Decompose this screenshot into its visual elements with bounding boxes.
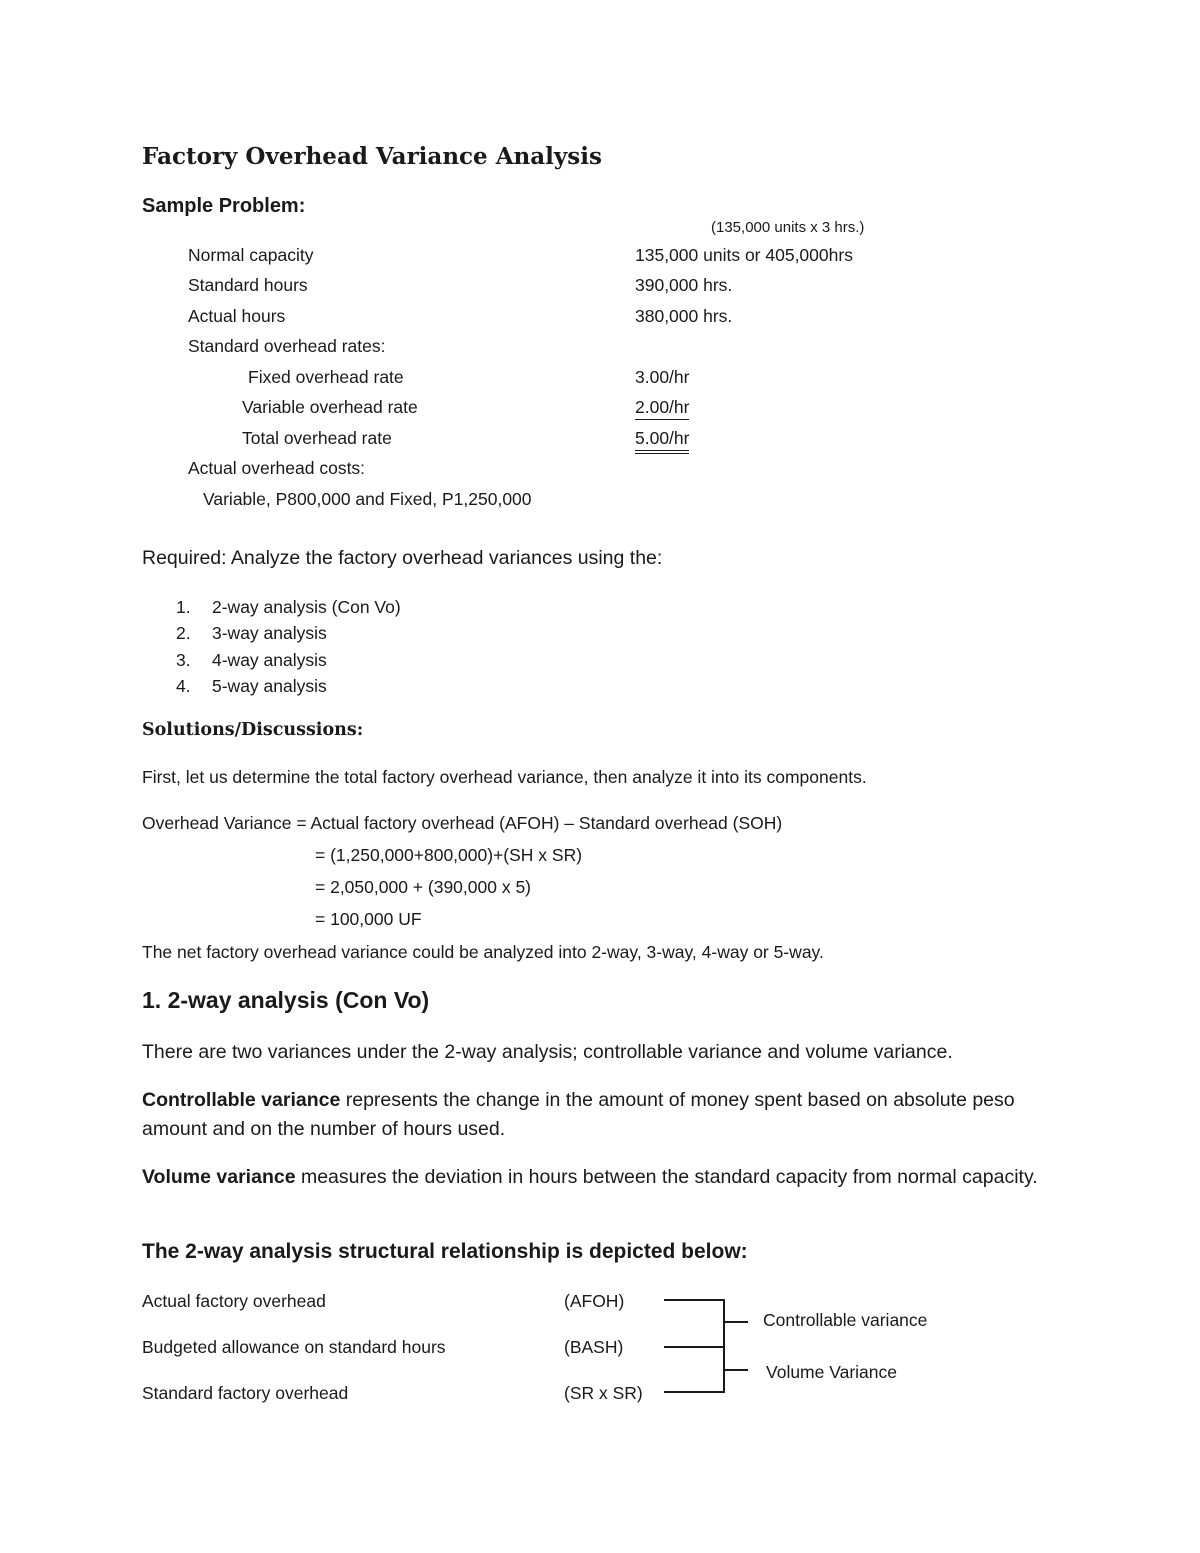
bracket-connector-volume: [725, 1369, 748, 1371]
required-text: Required: Analyze the factory overhead variances using the:: [142, 547, 663, 569]
list-item: [176, 650, 576, 672]
controllable-variance-term: Controllable variance: [142, 1089, 341, 1111]
row-label-total-overhead-rate: Total overhead rate: [242, 428, 392, 448]
sample-problem-heading: Sample Problem:: [142, 195, 306, 217]
structure-label-afoh: Actual factory overhead: [142, 1291, 326, 1311]
row-label-actual-overhead-costs: Actual overhead costs:: [188, 458, 366, 478]
row-label-fixed-overhead-rate: Fixed overhead rate: [248, 367, 404, 387]
row-label-variable-overhead-rate: Variable overhead rate: [242, 397, 418, 417]
equation-line-2: = (1,250,000+800,000)+(SH x SR): [315, 845, 583, 865]
structure-volume-variance-label: Volume Variance: [766, 1362, 898, 1382]
row-label-normal-capacity: Normal capacity: [188, 245, 314, 265]
list-number: 1.: [176, 597, 191, 617]
equation-line-4: = 100,000 UF: [315, 909, 422, 929]
volume-variance-paragraph: [142, 1163, 1072, 1192]
list-text: 3-way analysis: [212, 623, 327, 643]
list-number: 2.: [176, 623, 191, 643]
bracket-vertical-line: [723, 1299, 725, 1393]
list-item: [176, 623, 576, 645]
net-variance-text: The net factory overhead variance could be analyzed into 2-way, 3-way, 4-way or 5-way.: [142, 942, 824, 962]
volume-variance-term: Volume variance: [142, 1166, 296, 1188]
structure-label-standard: Standard factory overhead: [142, 1383, 349, 1403]
list-item: [176, 597, 576, 619]
list-text: 4-way analysis: [212, 650, 327, 670]
list-item: [176, 676, 576, 698]
two-way-heading: 1. 2-way analysis (Con Vo): [142, 987, 430, 1013]
controllable-variance-definition: represents the change in the amount of money spent based on absolute peso amount and on the number of hours used.: [142, 1089, 1015, 1140]
list-number: 3.: [176, 650, 191, 670]
actual-costs-detail: Variable, P800,000 and Fixed, P1,250,000: [203, 489, 532, 509]
two-way-intro: There are two variances under the 2-way analysis; controllable variance and volume variance.: [142, 1041, 953, 1063]
row-label-standard-overhead-rates: Standard overhead rates:: [188, 336, 386, 356]
row-value-standard-hours: 390,000 hrs.: [635, 275, 733, 295]
structure-abbr-bash: (BASH): [564, 1337, 624, 1357]
solutions-heading: Solutions/Discussions:: [142, 720, 364, 740]
list-text: 2-way analysis (Con Vo): [212, 597, 401, 617]
controllable-variance-paragraph: [142, 1086, 1072, 1144]
row-value-actual-hours: 380,000 hrs.: [635, 306, 733, 326]
capacity-note: (135,000 units x 3 hrs.): [711, 219, 865, 236]
list-number: 4.: [176, 676, 191, 696]
bracket-middle-line: [664, 1346, 725, 1348]
row-value-fixed-overhead-rate: 3.00/hr: [635, 367, 690, 387]
row-value-normal-capacity: 135,000 units or 405,000hrs: [635, 245, 853, 265]
equation-line-3: = 2,050,000 + (390,000 x 5): [315, 877, 531, 897]
bracket-connector-controllable: [725, 1321, 748, 1323]
structure-abbr-afoh: (AFOH): [564, 1291, 625, 1311]
structure-controllable-variance-label: Controllable variance: [763, 1310, 928, 1330]
bracket-top-line: [664, 1299, 725, 1301]
row-value-total-overhead-rate: 5.00/hr: [635, 428, 689, 454]
row-value-variable-overhead-rate: 2.00/hr: [635, 397, 689, 420]
page-title: Factory Overhead Variance Analysis: [142, 143, 602, 170]
equation-line-1: Overhead Variance = Actual factory overhead (AFOH) – Standard overhead (SOH): [142, 813, 783, 833]
bracket-bottom-line: [664, 1391, 725, 1393]
structure-label-bash: Budgeted allowance on standard hours: [142, 1337, 446, 1357]
row-label-standard-hours: Standard hours: [188, 275, 308, 295]
list-text: 5-way analysis: [212, 676, 327, 696]
solutions-intro: First, let us determine the total factory overhead variance, then analyze it into its components.: [142, 767, 867, 787]
row-label-actual-hours: Actual hours: [188, 306, 286, 326]
structure-abbr-standard: (SR x SR): [564, 1383, 643, 1403]
volume-variance-definition: measures the deviation in hours between the standard capacity from normal capacity.: [295, 1166, 1038, 1188]
structure-heading: The 2-way analysis structural relationship is depicted below:: [142, 1240, 748, 1263]
